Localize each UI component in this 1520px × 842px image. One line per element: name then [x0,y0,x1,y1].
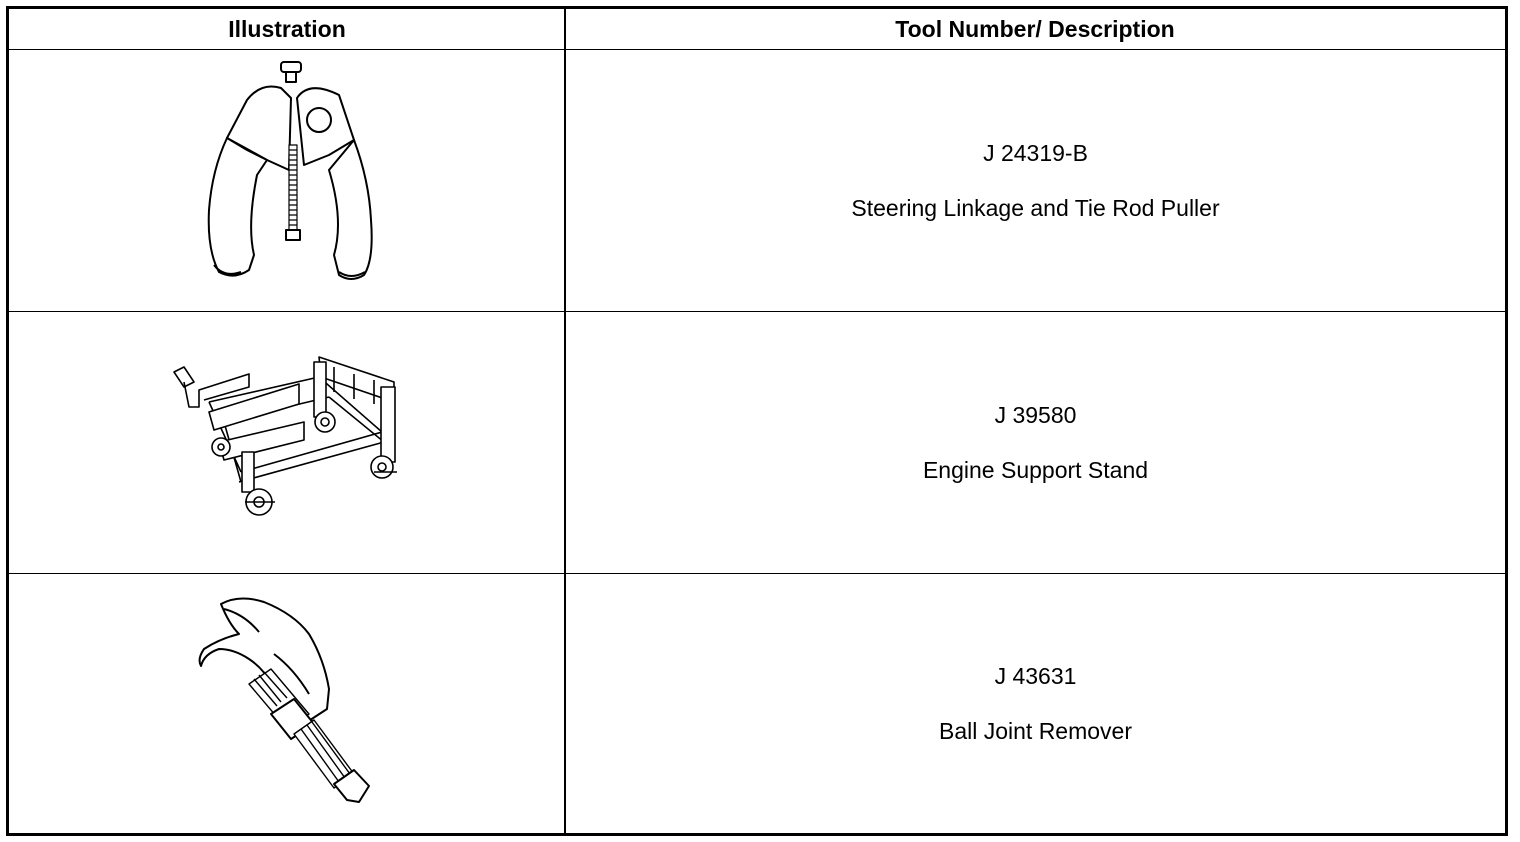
tool-description: Steering Linkage and Tie Rod Puller [851,195,1220,221]
tool-number: J 43631 [994,663,1077,689]
tie-rod-puller-icon [9,50,564,312]
table-row [9,312,1505,574]
table-row [9,574,1505,833]
tool-description: Ball Joint Remover [938,718,1133,744]
header-tool-number-description: Tool Number/ Description [895,15,1175,42]
illustration-cell [9,312,564,573]
ball-joint-remover-icon [9,574,564,833]
description-cell [566,50,1505,311]
illustration-cell [9,50,564,311]
description-cell [566,312,1505,573]
illustration-cell [9,574,564,833]
tool-description: Engine Support Stand [922,457,1149,483]
engine-stand-icon [9,312,564,574]
tool-number: J 24319-B [983,140,1088,166]
tool-number: J 39580 [994,402,1077,428]
header-illustration: Illustration [228,15,346,42]
table-row [9,50,1505,312]
special-tools-table [6,6,1508,836]
table-header-row [9,9,1505,50]
description-cell [566,574,1505,833]
